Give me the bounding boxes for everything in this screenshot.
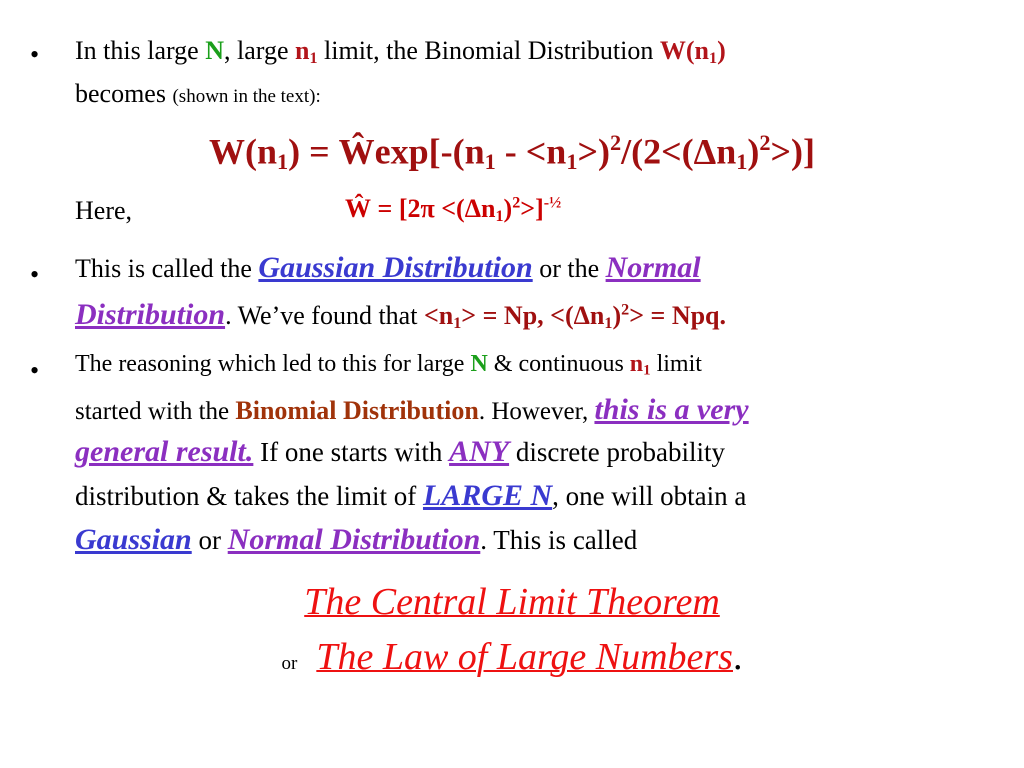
- binomial-distribution-term: Binomial Distribution: [235, 396, 479, 425]
- text-segment: . However,: [478, 398, 595, 425]
- w-close: ): [717, 36, 726, 65]
- or-text: or: [281, 653, 298, 674]
- formula-superscript: 2: [512, 194, 521, 212]
- bullet-1: •: [30, 40, 40, 69]
- bullet-2-line-1: [75, 250, 701, 286]
- formula-superscript: 2: [609, 130, 622, 155]
- bullet-1-line-2: [75, 78, 321, 109]
- normal-distribution-term: Normal Distribution: [227, 523, 481, 556]
- text-segment: or: [191, 525, 228, 555]
- bullet-2: •: [30, 260, 40, 289]
- any-term: ANY: [449, 435, 510, 468]
- formula-part: >): [577, 131, 610, 172]
- text-segment: . We’ve found that: [225, 301, 424, 330]
- normal-term: Normal: [605, 251, 701, 284]
- formula-subscript: 1: [276, 148, 289, 174]
- text-segment: or the: [532, 254, 606, 283]
- formula-part: ): [747, 131, 760, 172]
- formula-subscript: 1: [453, 315, 462, 333]
- text-segment: , one will obtain a: [552, 481, 747, 511]
- text-segment: distribution & takes the limit of: [75, 481, 423, 511]
- formula-subscript: 1: [566, 148, 578, 174]
- w-base: W(n: [659, 36, 709, 65]
- bullet-3-line-3: [75, 434, 725, 470]
- formula-part: ): [612, 301, 622, 330]
- law-of-large-numbers-title: [0, 635, 1024, 679]
- formula-subscript: 1: [484, 148, 496, 174]
- period: .: [732, 636, 743, 678]
- n1-subscript: 1: [643, 362, 651, 379]
- here-label: Here,: [75, 196, 133, 225]
- formula-superscript: -½: [543, 194, 562, 212]
- text-segment: This is called the: [75, 254, 259, 283]
- text-segment: . This is called: [480, 525, 638, 555]
- bullet-1-line-1: [75, 35, 726, 68]
- n1-symbol: [630, 351, 651, 377]
- bullet-3: •: [30, 356, 40, 385]
- law-of-large-numbers-text: The Law of Large Numbers: [316, 636, 733, 678]
- large-n-symbol: N: [205, 36, 224, 65]
- formula-part: >)]: [770, 131, 816, 172]
- large-n-symbol: N: [470, 351, 488, 377]
- bullet-3-line-5: [75, 522, 637, 558]
- formula-subscript: 1: [495, 208, 504, 226]
- text-segment: limit: [650, 351, 702, 377]
- formula-superscript: 2: [759, 130, 771, 155]
- formula-part: ): [503, 194, 513, 223]
- formula-subscript: 1: [604, 315, 613, 333]
- formula-part: > = Npq.: [629, 301, 727, 330]
- text-segment: , large: [224, 36, 295, 65]
- text-segment: In this large: [75, 36, 206, 65]
- n1-subscript: 1: [309, 50, 318, 68]
- formula-part: - <n: [495, 131, 567, 172]
- formula-part: ) = Ŵexp[-(n: [288, 131, 485, 172]
- formula-part: >]: [520, 194, 544, 223]
- n1-symbol: [295, 36, 318, 68]
- text-segment: If one starts with: [253, 437, 450, 467]
- n1-base: n: [295, 36, 310, 65]
- bullet-3-line-2: [75, 392, 749, 428]
- text-segment: & continuous: [487, 351, 630, 377]
- bullet-3-line-4: [75, 478, 746, 514]
- w-subscript: 1: [709, 50, 718, 68]
- text-segment: started with the: [75, 398, 236, 425]
- very-general-term: this is a very: [594, 393, 749, 426]
- text-segment: The reasoning which led to this for large: [75, 351, 471, 377]
- formula-part: Ŵ = [2π <(Δn: [345, 194, 496, 223]
- distribution-term: Distribution: [75, 298, 226, 331]
- formula-part: W(n: [208, 131, 277, 172]
- n1-base: n: [629, 351, 644, 377]
- formula-subscript: 1: [736, 148, 748, 174]
- text-segment: limit, the Binomial Distribution: [317, 36, 660, 65]
- general-result-term: general result.: [75, 435, 254, 468]
- w-n1-symbol: [659, 36, 726, 68]
- formula-superscript: 2: [621, 301, 630, 319]
- central-limit-theorem-text: The Central Limit Theorem: [304, 581, 720, 623]
- formula-part: <n: [423, 301, 454, 330]
- formula-part: /(2<(Δn: [621, 131, 737, 172]
- formula-part: > = Np, <(Δn: [461, 301, 605, 330]
- central-limit-theorem-title: [0, 580, 1024, 624]
- bullet-2-line-2: [75, 297, 726, 333]
- text-segment: discrete probability: [509, 437, 726, 467]
- small-note: (shown in the text):: [172, 86, 321, 107]
- large-n-term: LARGE N: [422, 479, 553, 512]
- gaussian-term: Gaussian: [75, 523, 192, 556]
- w-hat-formula: [345, 194, 561, 226]
- np-formula: [423, 301, 727, 333]
- bullet-3-line-1: [75, 350, 702, 381]
- main-formula: [0, 130, 1024, 175]
- text-segment: becomes: [75, 79, 173, 108]
- gaussian-distribution-term: Gaussian Distribution: [258, 251, 533, 284]
